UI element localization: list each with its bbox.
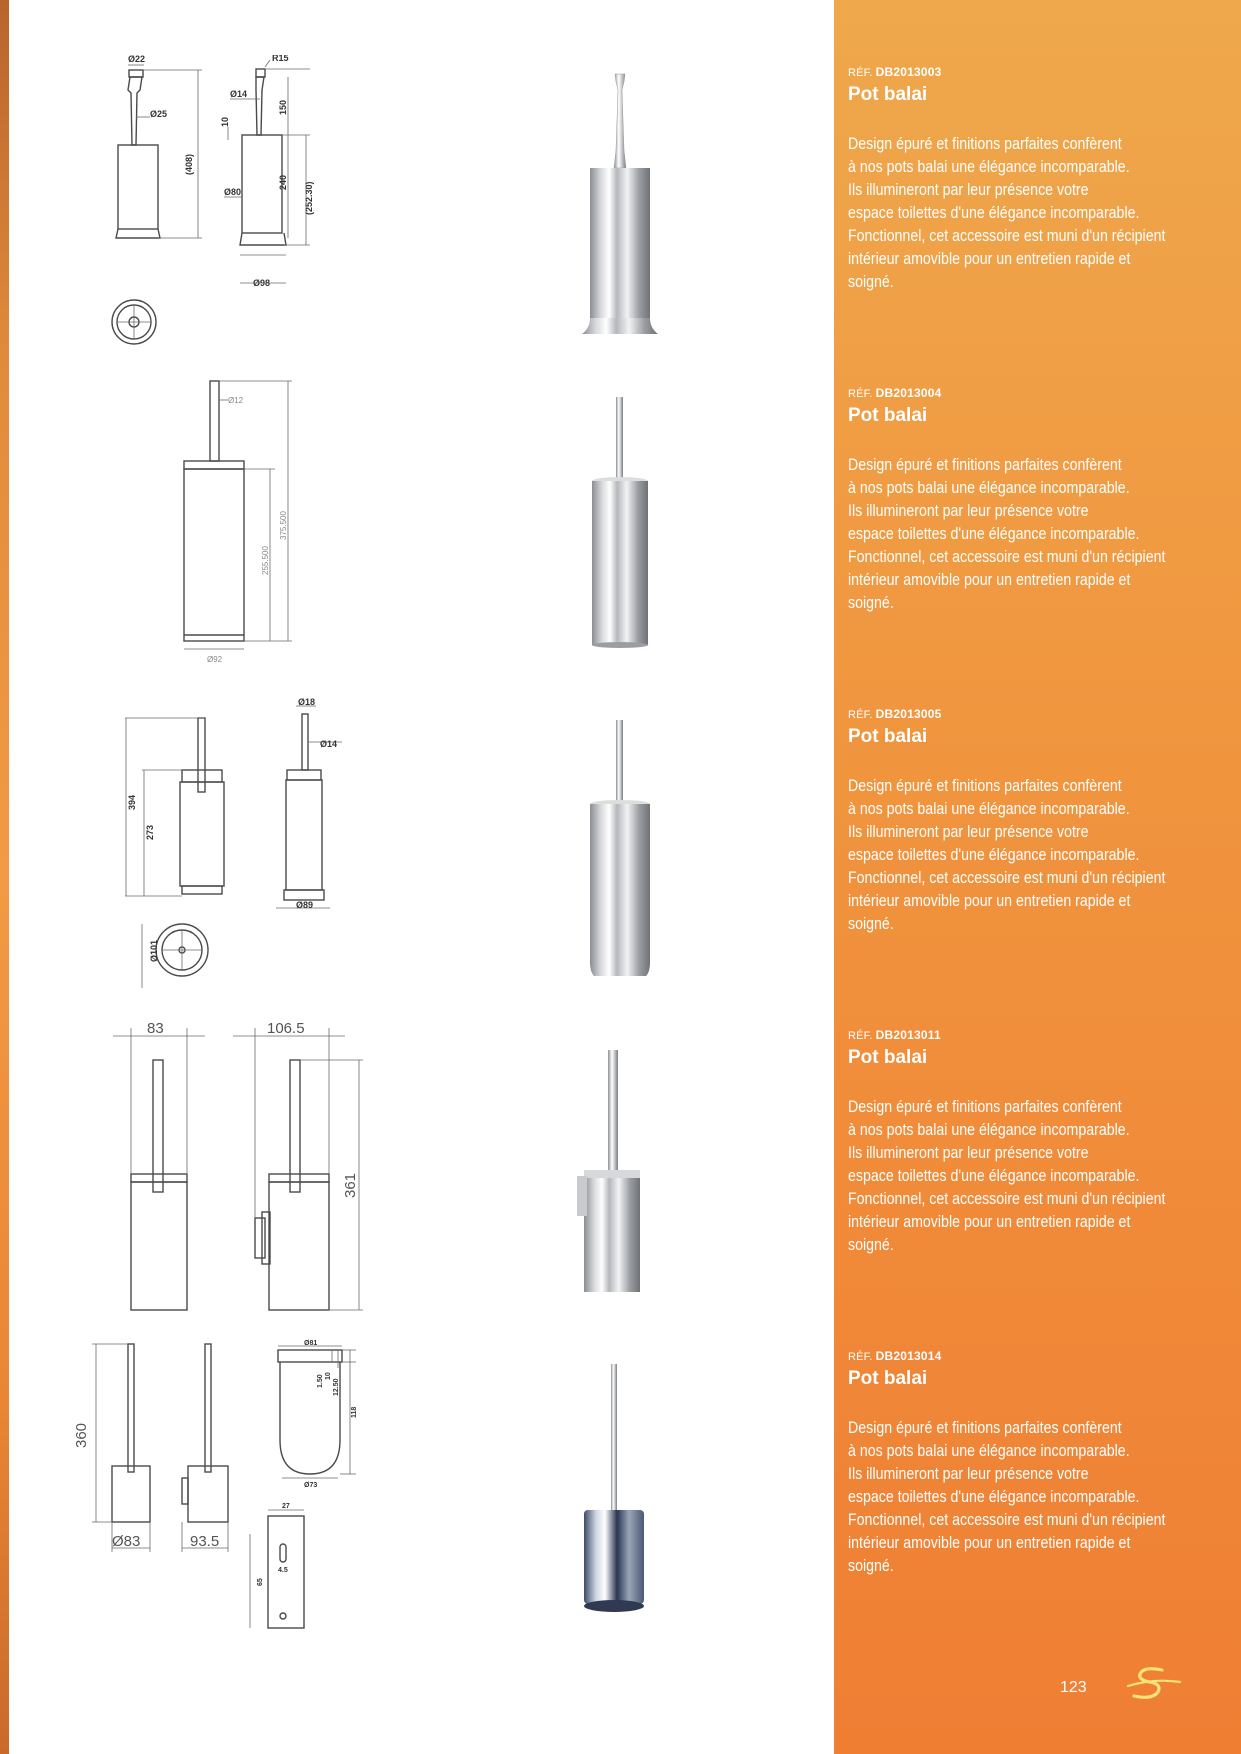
dim-118: 118 — [351, 1406, 358, 1418]
desc-line: Design épuré et finitions parfaites confèrent — [848, 456, 1122, 474]
dim-150: 1.50 — [317, 1374, 324, 1388]
dim-handle-dia: Ø25 — [150, 109, 168, 119]
dim-width: Ø98 — [253, 278, 271, 288]
dim-base73: Ø73 — [304, 1482, 318, 1489]
desc-line: intérieur amovible pour un entretien rapide et — [848, 892, 1131, 910]
dim-93: 93.5 — [190, 1533, 220, 1550]
product-title: Pot balai — [848, 726, 928, 747]
product-ref — [848, 706, 1228, 723]
desc-line: à nos pots balai une élégance incomparable. — [848, 158, 1130, 176]
ref-code: DB2013004 — [875, 386, 942, 400]
product-ref — [848, 64, 1228, 81]
product-ref — [848, 385, 1228, 402]
dim-106: 106.5 — [267, 1020, 305, 1037]
desc-line: à nos pots balai une élégance incomparable. — [848, 479, 1130, 497]
dim-375: 375.500 — [279, 511, 288, 540]
dim-273: 273 — [145, 824, 155, 840]
product-photo-db2013005 — [582, 718, 658, 983]
product-block-3 — [848, 706, 1228, 936]
left-edge-decoration — [0, 0, 9, 1754]
product-description — [848, 1417, 1218, 1578]
dim-width: Ø89 — [296, 900, 314, 910]
dim-83: Ø83 — [112, 1533, 141, 1550]
ref-code: DB2013014 — [875, 1349, 942, 1363]
product-title: Pot balai — [848, 84, 928, 105]
technical-drawing-db2013011 — [105, 1018, 375, 1318]
desc-line: Fonctionnel, cet accessoire est muni d'un récipient — [848, 869, 1166, 887]
dim-r15: R15 — [272, 55, 289, 63]
brand-logo-icon — [1124, 1664, 1184, 1709]
product-description — [848, 133, 1218, 294]
product-description — [848, 454, 1218, 615]
page-number: 123 — [1060, 1679, 1087, 1696]
product-title: Pot balai — [848, 405, 928, 426]
ref-label: RÉF. — [848, 1351, 873, 1363]
technical-drawing-db2013014 — [72, 1338, 412, 1638]
technical-drawing-db2013003 — [110, 55, 370, 355]
dim-width: Ø92 — [207, 655, 223, 664]
ref-label: RÉF. — [848, 709, 873, 721]
desc-line: à nos pots balai une élégance incomparable. — [848, 1121, 1130, 1139]
dim-rod-dia: Ø12 — [228, 396, 244, 405]
desc-line: intérieur amovible pour un entretien rapide et — [848, 571, 1131, 589]
desc-line: soigné. — [848, 273, 894, 291]
dim-base-dia: Ø80 — [224, 187, 242, 197]
dim-top-dia: Ø18 — [298, 698, 316, 707]
desc-line: espace toilettes d'une élégance incomparable. — [848, 204, 1140, 222]
ref-code: DB2013011 — [875, 1028, 941, 1042]
technical-drawing-db2013005 — [120, 698, 350, 993]
desc-line: intérieur amovible pour un entretien rapide et — [848, 1534, 1131, 1552]
product-block-5 — [848, 1348, 1228, 1578]
product-ref — [848, 1348, 1228, 1365]
dim-top-dia: Ø22 — [128, 55, 146, 64]
desc-line: soigné. — [848, 915, 894, 933]
desc-line: Fonctionnel, cet accessoire est muni d'un récipient — [848, 227, 1166, 245]
dim-27: 27 — [282, 1503, 290, 1510]
dim-10: 10 — [220, 116, 230, 127]
dim-45: 4.5 — [278, 1567, 288, 1574]
desc-line: Ils illumineront par leur présence votre — [848, 502, 1089, 520]
desc-line: Fonctionnel, cet accessoire est muni d'un récipient — [848, 1511, 1166, 1529]
dim-10: 10 — [325, 1372, 332, 1380]
dim-252: (252.30) — [304, 181, 314, 215]
desc-line: Design épuré et finitions parfaites confèrent — [848, 1419, 1122, 1437]
technical-drawing-db2013004 — [170, 375, 310, 675]
desc-line: soigné. — [848, 594, 894, 612]
desc-line: intérieur amovible pour un entretien rapide et — [848, 1213, 1131, 1231]
dim-255: 255.500 — [261, 546, 270, 575]
product-block-2 — [848, 385, 1228, 615]
desc-line: Ils illumineront par leur présence votre — [848, 181, 1089, 199]
desc-line: espace toilettes d'une élégance incomparable. — [848, 846, 1140, 864]
dim-394: 394 — [127, 794, 137, 810]
desc-line: espace toilettes d'une élégance incomparable. — [848, 525, 1140, 543]
product-block-4 — [848, 1027, 1228, 1257]
ref-label: RÉF. — [848, 1030, 873, 1042]
dim-rod-dia: Ø14 — [320, 739, 338, 749]
dim-65: 65 — [257, 1578, 264, 1586]
product-photo-db2013014 — [580, 1360, 650, 1620]
dim-plan-dia: Ø101 — [149, 939, 159, 962]
desc-line: Fonctionnel, cet accessoire est muni d'un récipient — [848, 1190, 1166, 1208]
dim-1250: 12.50 — [333, 1378, 340, 1396]
desc-line: à nos pots balai une élégance incomparable. — [848, 1442, 1130, 1460]
desc-line: espace toilettes d'une élégance incomparable. — [848, 1488, 1140, 1506]
product-block-1 — [848, 64, 1228, 294]
product-photo-db2013003 — [580, 70, 660, 340]
desc-line: soigné. — [848, 1557, 894, 1575]
desc-line: Ils illumineront par leur présence votre — [848, 823, 1089, 841]
dim-150: 150 — [278, 99, 288, 115]
dim-360: 360 — [73, 1422, 90, 1448]
dim-83: 83 — [147, 1020, 164, 1037]
desc-line: soigné. — [848, 1236, 894, 1254]
ref-code: DB2013005 — [875, 707, 942, 721]
product-title: Pot balai — [848, 1047, 928, 1068]
desc-line: Fonctionnel, cet accessoire est muni d'un récipient — [848, 548, 1166, 566]
product-description — [848, 775, 1218, 936]
product-description — [848, 1096, 1218, 1257]
product-ref — [848, 1027, 1228, 1044]
product-title: Pot balai — [848, 1368, 928, 1389]
dim-361: 361 — [342, 1172, 359, 1198]
ref-code: DB2013003 — [875, 65, 942, 79]
desc-line: intérieur amovible pour un entretien rapide et — [848, 250, 1131, 268]
dim-top81: Ø81 — [304, 1340, 318, 1347]
desc-line: espace toilettes d'une élégance incomparable. — [848, 1167, 1140, 1185]
desc-line: Ils illumineront par leur présence votre — [848, 1465, 1089, 1483]
desc-line: Design épuré et finitions parfaites confèrent — [848, 135, 1122, 153]
product-photo-db2013004 — [585, 395, 655, 655]
desc-line: Design épuré et finitions parfaites confèrent — [848, 777, 1122, 795]
desc-line: Design épuré et finitions parfaites confèrent — [848, 1098, 1122, 1116]
product-photo-db2013011 — [574, 1048, 648, 1298]
desc-line: à nos pots balai une élégance incomparable. — [848, 800, 1130, 818]
dim-408: (408) — [184, 153, 194, 175]
dim-240: 240 — [278, 174, 288, 190]
ref-label: RÉF. — [848, 388, 873, 400]
dim-neck-dia: Ø14 — [230, 89, 248, 99]
desc-line: Ils illumineront par leur présence votre — [848, 1144, 1089, 1162]
ref-label: RÉF. — [848, 67, 873, 79]
